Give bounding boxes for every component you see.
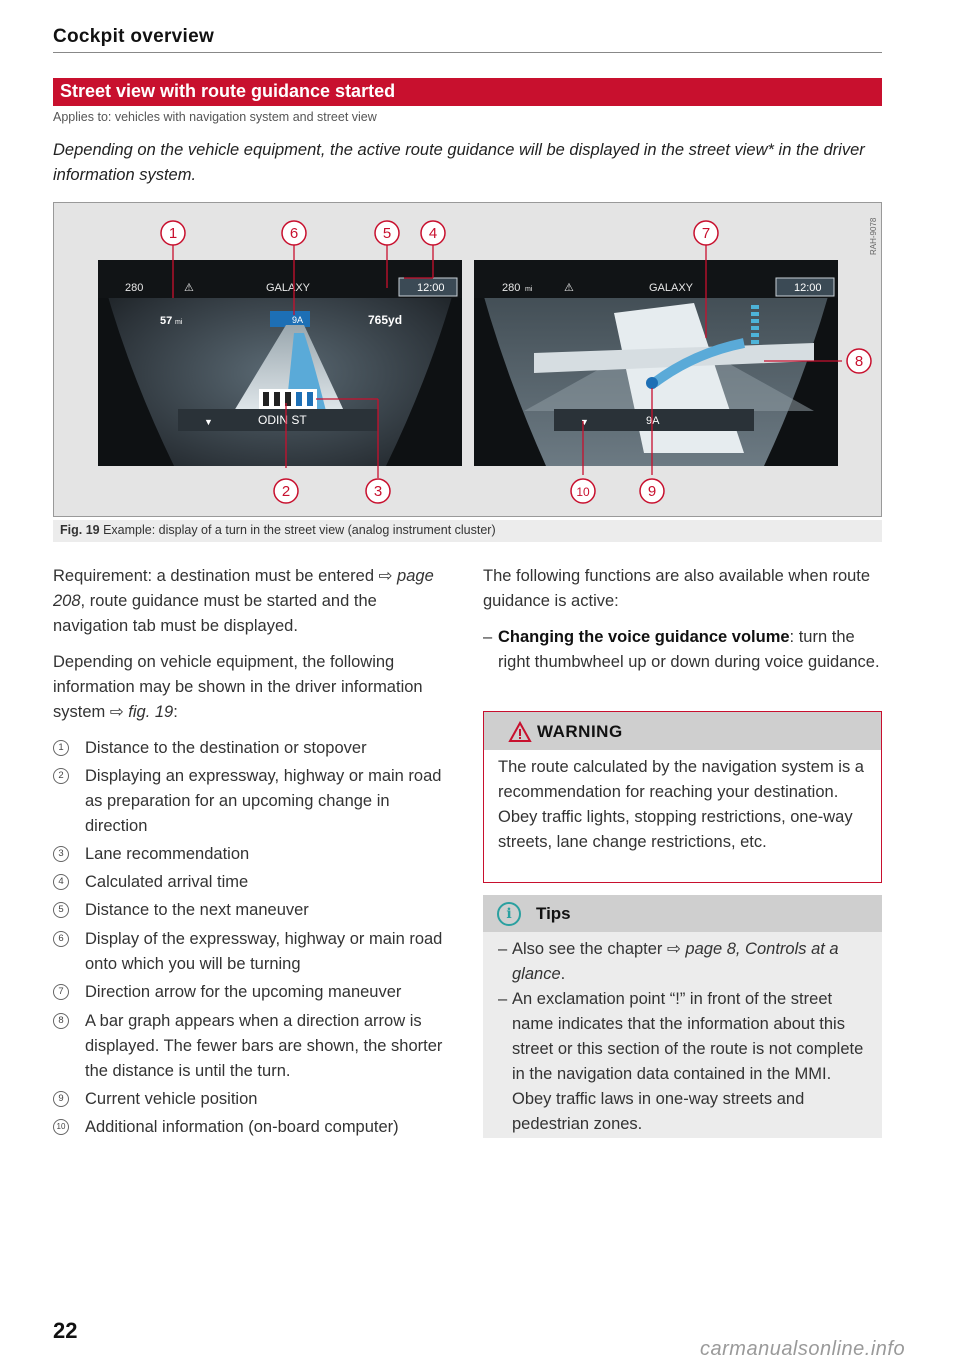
svg-text:6: 6 [289,225,299,242]
requirement-paragraph: Requirement: a destination must be entered ⇨ page 208, route guidance must be started and the navigation tab must be displayed. [53,567,434,635]
left-dist-unit: mi [175,319,183,326]
svg-text:7: 7 [701,225,711,242]
figure-caption [60,523,496,537]
callout-2 [274,479,298,503]
right-street-top-text: GALAXY [649,282,694,294]
section-title: Street view with route guidance started [60,81,396,101]
callout-6 [282,221,306,245]
svg-text:2: 2 [281,483,291,500]
svg-text:9: 9 [647,483,657,500]
instrument-cluster-illustration [54,203,881,516]
right-range-text: 280 [502,282,521,294]
left-road-badge: 9A [292,315,304,325]
info-paragraph: Depending on vehicle equipment, the following information may be shown in the driver information system ⇨ fig. 19: [53,653,423,721]
fig-19-link[interactable]: ⇨ fig. 19 [109,703,174,721]
svg-text:3: 3 [373,483,383,500]
page-number: 22 [53,1318,78,1343]
warning-triangle-icon [508,721,532,743]
left-dist-dest: 57 [160,315,173,327]
left-dist-maneuver: 765yd [368,313,403,327]
svg-text:8: 8 [854,353,864,370]
page-208-link[interactable]: ⇨ page 208 [53,567,434,610]
tips-title: Tips [536,904,571,923]
left-range-text: 280 [125,282,144,294]
svg-text:▼: ▼ [204,417,213,427]
page-8-link[interactable]: ⇨ page 8, Controls at a glance [512,940,839,983]
warning-text: The route calculated by the navigation system is a recommendation for reaching your destination. Obey traffic lights, stopping restrictions, one-way streets, lane change restrictions, etc. [498,758,864,851]
callout-9 [640,479,664,503]
callout-7 [694,221,718,245]
left-time-text: 12:00 [417,282,445,294]
figure-caption-text: Example: display of a turn in the street view (analog instrument cluster) [103,523,496,537]
site-watermark: carmanualsonline.info [700,1338,906,1360]
callout-8 [847,349,871,373]
callout-10 [571,479,595,503]
svg-text:10: 10 [576,485,590,499]
left-street-bottom: ODIN ST [258,413,307,427]
right-time-text: 12:00 [794,282,822,294]
functions-intro: The following functions are also available when route guidance is active: [483,567,871,610]
info-icon: i [497,902,521,926]
right-street-bottom: 9A [646,415,660,427]
svg-text:1: 1 [168,225,178,242]
figure-19 [53,202,882,517]
right-display-screen [474,260,838,466]
left-display-screen [98,260,462,466]
svg-text:5: 5 [382,225,392,242]
warning-title: WARNING [537,722,623,741]
callout-1 [161,221,185,245]
applies-to-note: Applies to: vehicles with navigation system and street view [53,110,377,124]
callout-3 [366,479,390,503]
callout-5 [375,221,399,245]
svg-text:4: 4 [428,225,438,242]
svg-text:▼: ▼ [580,417,589,427]
figure-ref-code: RAH-9078 [869,217,878,255]
svg-text:⚠: ⚠ [184,282,194,294]
figure-caption-label: Fig. 19 [60,523,100,537]
left-street-top-text: GALAXY [266,282,311,294]
page-header-title: Cockpit overview [53,26,215,47]
header-divider [53,52,882,53]
section-intro: Depending on the vehicle equipment, the active route guidance will be displayed in the street view* in the driver information system. [53,141,865,184]
callout-4 [421,221,445,245]
svg-text:⚠: ⚠ [564,282,574,294]
right-range-unit: mi [525,286,533,293]
